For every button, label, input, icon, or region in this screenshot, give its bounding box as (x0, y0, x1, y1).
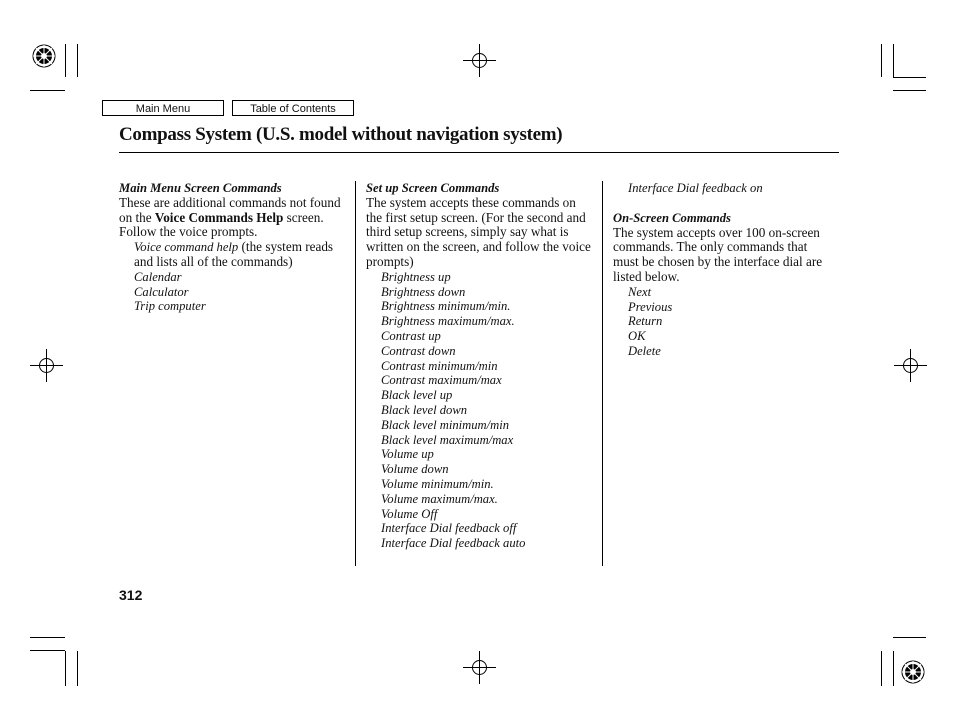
command-item: Black level down (381, 402, 468, 417)
command-item: Volume minimum/min. (381, 476, 494, 491)
section-intro: The system accepts over 100 on-screen commands. The only commands that must be chosen by the interface dial are listed below. (613, 224, 823, 284)
command-item: Volume maximum/max. (381, 491, 498, 506)
command-item: Brightness up (381, 269, 451, 284)
page-number: 312 (119, 587, 143, 603)
command-item: Volume down (381, 462, 449, 477)
command-item: Trip computer (134, 299, 206, 314)
title-rule (119, 152, 839, 153)
command-item: Contrast up (381, 328, 441, 343)
command-item: Calendar (134, 269, 182, 284)
column-main-menu-commands (119, 181, 344, 314)
command-item: Delete (628, 343, 661, 358)
command-item: Next (628, 284, 652, 299)
command-item: Brightness down (381, 284, 466, 299)
command-item: Black level minimum/min (381, 417, 509, 432)
voice-help-entry (119, 240, 344, 270)
command-item-continued: Interface Dial feedback on (628, 181, 763, 195)
command-description: (the system reads and lists all of the commands) (134, 239, 334, 269)
command-name: Voice command help (134, 240, 239, 255)
section-heading: Set up Screen Commands (366, 181, 500, 195)
command-item: OK (628, 329, 646, 344)
command-item: Volume Off (381, 506, 438, 521)
section-intro: The system accepts these commands on the first setup screen. (For the second and third setup screens, simply say what is written on the screen, and follow the voice prompts) (366, 194, 591, 269)
command-item: Return (628, 314, 663, 329)
command-item: Contrast minimum/min (381, 358, 498, 373)
voice-commands-help-ref: Voice Commands Help (154, 209, 284, 225)
command-item: Black level up (381, 388, 453, 403)
section-intro: These are additional commands not found on the Voice Commands Help screen. Follow the voice prompts. (119, 194, 341, 240)
command-item: Brightness maximum/max. (381, 314, 515, 329)
command-item: Interface Dial feedback off (381, 521, 517, 536)
command-item: Contrast maximum/max (381, 373, 502, 388)
section-heading: On-Screen Commands (613, 210, 731, 225)
column-divider-1 (355, 181, 356, 566)
command-item: Previous (628, 299, 673, 314)
table-of-contents-button[interactable]: Table of Contents (232, 100, 354, 116)
column-on-screen-commands (613, 181, 833, 359)
command-item: Volume up (381, 447, 434, 462)
command-item: Contrast down (381, 343, 456, 358)
command-item: Calculator (134, 284, 189, 299)
main-menu-button[interactable]: Main Menu (102, 100, 224, 116)
command-item: Interface Dial feedback auto (381, 536, 526, 551)
command-item: Brightness minimum/min. (381, 299, 511, 314)
column-setup-commands (366, 181, 592, 551)
page-title: Compass System (U.S. model without navigation system) (119, 124, 563, 145)
column-divider-2 (602, 181, 603, 566)
command-item: Black level maximum/max (381, 432, 514, 447)
section-heading: Main Menu Screen Commands (119, 181, 282, 195)
